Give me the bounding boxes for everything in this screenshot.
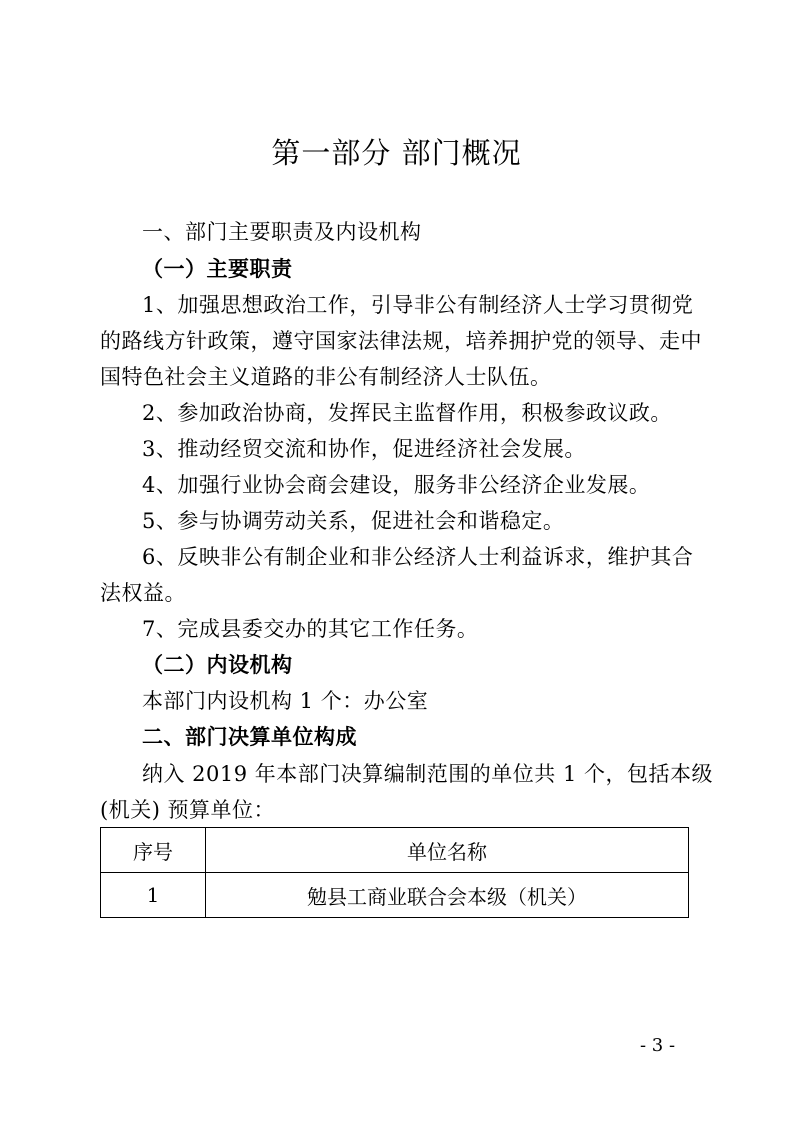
table-row: [101, 873, 689, 918]
duty-line: 1、加强思想政治工作，引导非公有制经济人士学习贯彻党: [142, 293, 694, 317]
duty-line: 3、推动经贸交流和协作，促进经济社会发展。: [142, 437, 586, 461]
table-header-row: [101, 828, 689, 873]
duty-line: 法权益。: [100, 581, 186, 605]
column-header-unit-name: 单位名称: [206, 828, 689, 873]
duty-line: 4、加强行业协会商会建设，服务非公经济企业发展。: [142, 473, 651, 497]
duty-line: 5、参与协调劳动关系，促进社会和谐稳定。: [142, 509, 565, 533]
page-number: - 3 -: [640, 1035, 676, 1056]
cell-index: 1: [101, 873, 206, 918]
page-title: 第一部分 部门概况: [271, 136, 522, 170]
section1-heading: 一、部门主要职责及内设机构: [142, 220, 422, 244]
duty-line: 6、反映非公有制企业和非公经济人士利益诉求，维护其合: [142, 545, 694, 569]
column-header-index: 序号: [101, 828, 206, 873]
subsection1-heading: （一）主要职责: [142, 257, 293, 281]
composition-line: (机关) 预算单位：: [100, 798, 276, 822]
duty-line: 国特色社会主义道路的非公有制经济人士队伍。: [100, 365, 552, 389]
composition-line: 纳入 2019 年本部门决算编制范围的单位共 1 个，包括本级: [142, 762, 714, 786]
units-table: [100, 827, 689, 918]
subsection2-heading: （二）内设机构: [142, 653, 293, 677]
internal-units-text: 本部门内设机构 1 个：办公室: [142, 689, 429, 713]
duty-line: 2、参加政治协商，发挥民主监督作用，积极参政议政。: [142, 401, 672, 425]
cell-unit-name: 勉县工商业联合会本级（机关）: [206, 873, 689, 918]
duty-line: 的路线方针政策，遵守国家法律法规，培养拥护党的领导、走中: [100, 329, 702, 353]
duty-line: 7、完成县委交办的其它工作任务。: [142, 617, 479, 641]
section2-heading: 二、部门决算单位构成: [142, 725, 357, 749]
